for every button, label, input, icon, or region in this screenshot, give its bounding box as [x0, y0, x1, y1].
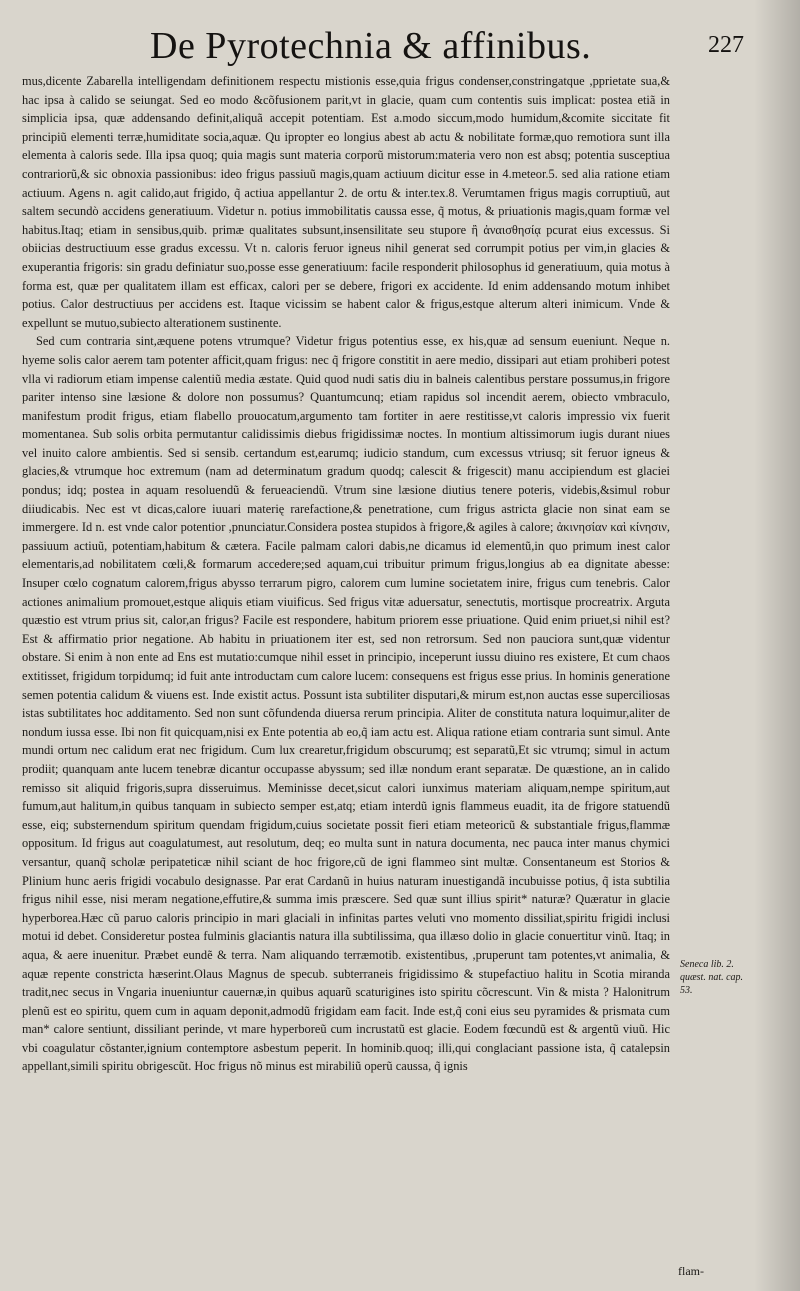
running-title: De Pyrotechnia & affinibus.	[150, 25, 592, 67]
paragraph-1: mus,dicente Zabarella intelligendam definitionem respectu mistionis esse,quia frigus condenser,constringatque ,pprietate sua,& hac ipsa à calido se seiungat. Sed eo modo &cõfusionem parit,vt in glacie, quam cum contentis suis implicat: postea etiã in simplicia ipsa, quæ addensando definit,aliquã accepit potentiam. Est a.modo siccum,modo humidum,&comite siccitate fit principiũ elementi terræ,humiditate socia,aquæ. Qu ipropter eo longius abest ab actu & nobilitate formæ,quo remotiora sunt illa elementa à caloris sede. Illa ipsa quoq; quia magis sunt materia corporũ mistorum:materia vero non est absq; potentia susceptiua contrariorũ,& sic obnoxia passionibus: ideo frigus passiuũ magis,quam actiuum dicitur esse in 4.meteor.5. sed alia ratione etiam actiuum. Agens n. agit calido,aut frigido, q̃ actiua appellantur 2. de ortu & inter.tex.8. Verumtamen frigus magis corruptiuũ, aut saltem secundò accidens generatiuum. Videtur n. potius immobilitatis caussa esse, q̃ motus, & priuationis magis,quam formæ vel habitus.Itaq; etiam in sensibus,quib. primæ qualitates subsunt,insensilitate seu stupore ἢ ἀναισθησίᾳ pcurat eius excessus. Si obiicias destructiuum esse gradus excessu. Vt n. caloris feruor igneus nihil generat sed corrumpit potius per vim,in glacies & exuperantia frigoris: sin gradu definiatur suo,posse esse generatiuum: facile responderit philosophus id generatiuum, quia motus à forma est, quæ per qualitatem illam est efficax, calori per se debere, frigori ex accidente. Id enim addensando motum inhibet potius. Calor destructiuus per accidens est. Itaque vicissim se habent calor & frigus,estque alterum alteri inimicum. Vnde & expellunt se mutuo,subiecto alterationem sustinente.	[22, 74, 670, 330]
page-header	[0, 20, 800, 70]
paragraph-2: Sed cum contraria sint,æquene potens vtrumque? Videtur frigus potentius esse, ex his,quæ ad sensum eueniunt. Neque n. hyeme solis calor aerem tam potenter afficit,quam frigus: nec q̃ frigore constitit in aere medio, dissipari aut etiam prohiberi potest vlla vi radiorum etiam impense calentiũ media æstate. Quid quod nudi satis diu in balneis calentibus perstare possumus,in frigore pariter intenso sine læsione & dolore non possumus? Quantumcunq; etiam rapidus sol incendit aerem, obiecto vmbraculo, manifestum prodit frigus, etiam flabello prouocatum,argumento tam fortiter in aere restitisse,vt caloris impressio vix fuerit momentanea. Sub solis orbita permutantur calidissimis diebus frigidissimæ noctes. In montium altissimorum iugis durant niues vel inuito calore ambientis. Sed si sensib. certandum est,earumq; iudicio standum, cum excessus vtriusq; sit feruor igneus & glacies,& vtrumque hoc extremum (nam ad determinatum gradum quodq; calescit & frigescit) manu accipiendum est glaciei pondus; idq; postea in aquam resoluendũ & ferueaciendũ. Vtrum sine læsione diutius tenere poteris, videbis,&simul robur diiudicabis. Nec est vt dicas,calore iuuari materię rarefactione,& penetratione, cum frigus astricta glacie non sinat eam se immergere. Id n. est vnde calor potentior ,pnunciatur.Considera postea stupidos à frigore,& agiles à calore; ἀκινησίαν καὶ κίνησιν, passiuum actiuũ, potentiam,habitum & cætera. Facile palmam calori dabis,ne dicamus id elementũ,in quo primum inest calor elementaris,ad nobilitatem cœli,& formarum accedere;sed aquam,cui tribuitur primum frigus,longius ab ea dignitate abesse: Insuper cœlo cognatum calorem,frigus abysso terrarum pigro, calorem cum lumine societatem inire, frigus cum tenebris. Calor actiones animalium promouet,estque aliquis etiam viuificus. Sed frigus vitæ aduersatur, senectutis, mortisque procreatrix. Arguta quæstio est vtrum prius sit, calor,an frigus? Facile est respondere, habitum priorem esse priuatione. Quid enim priuet,si nihil est? Est & affirmatio prior negatione. Ab habitu in priuationem iter est, sed non retrorsum. Sed non pauciora sunt,quæ videntur obstare. Si enim à non ente ad Ens est mutatio:cumque nihil esset in principio, inceperunt iussu diuino res existere, Et cum chaos extitisset, frigidum torpidumq; id fuit ante introductam cum calore lucem: consequens est frigus esse prius. In hominis generatione semen potentia calidum & viuens est. Inde existit actus. Possunt ista subtiliter disputari,& mirum est,non auctas esse superciliosas istas subtilitates hoc additamento. Sed non sunt cõfundenda diuersa rerum principia. Aliter de constituta natura loquimur,aliter de nondum iussa esse. Ibi non fit quicquam,nisi ex Ente potentia ab eo,q̃ iam actu est. Aliqua ratione etiam contraria sunt simul. Ante mundi ortum nec calidum erat nec frigidum. Cum lux crearetur,frigidum obscurumq; est separatũ,Et sic vtrumq; simul in actum prodiit; quanquam ante lucem tenebræ dicantur occupasse abyssum; sed illæ nondum erant separatæ. De quæstione, an in calido remisso sit aliquid frigoris,supra disseruimus. Meminisse decet,sicut calori iunximus materiam aliquam,nempe spiritum,aut fumum,aut halitum,in quibus tanquam in subiecto semper est,atq; etiam interdũ ignis flammeus euadit, ita de frigore statuendũ esse, eiq; substernendum spiritum quendam frigidum,cuius societate possit fieri etiam meteoricũ & substantiale frigus,flammæ oppositum. Id frigus aut coagulatumest, aut resolutum, deq; eo multa sunt in natura documenta, nec pauca inter manus chymici versantur, quanq̃ scholæ peripateticæ nihil sciant de hoc frigore,cũ de igni flammeo sint multæ. Consentaneum est Storios & Plinium hunc aeris frigidi vocabulo designasse. Par erat Cardanũ in huius naturam inuestigandã incubuisse potius, q̃ ista subtilia frigus nihil esse, nisi meram negatione,effutire,& summa imis præscere. Sed quæ sunt illius spirit* naturæ? Quæratur in glacie hyperborea.Hæc cũ paruo caloris principio in mari glaciali in infinitas partes veluti vno momento dissiliat,spiritu frigidi inclusi motui id debet. Consideretur postea fulminis glaciantis natura illa subtilissima, qua illæso dolio in glacie conuertitur vinũ. Itaq; in aqua, & aere inuenitur. Præbet eundẽ & terra. Nam aliquando terræmotib. existentibus, ,pruperunt tam potentes,vt animalia, & aquæ repente constricta hæserint.Olaus Magnus de specub. subterraneis frigidissimo & stupefactiuo halitu in Scotia miranda tradit,nec secus in Vngaria inueniuntur cauernæ,in quibus aquarũ scaturigines isto spiritu cõcrescunt. Vin & mista ? Halonitrum plenũ est eo spiritu, quem cum in aquam deponit,admodũ frigidam eam facit. Inde est,q̃ coni eius seu pyramides & prismata cum man* calore sentiunt, dissiliant perinde, vt mare hyperboreũ cum incrustatũ est glacie. Eodem fœcundũ est & argentũ viuũ. Hic vbi coagulatur cõstanter,ignium contemptore asbestum peperit. In hominib.quoq; illi,qui conglaciant passione ista, q̃ catalepsin appellant,simili spiritu obrigescũt. Hoc frigus nõ minus est mirabiliũ operũ caussa, q̃ ignis	[22, 334, 670, 1074]
page-number: 227	[708, 32, 744, 58]
main-text	[22, 72, 670, 1076]
page-edge-shadow	[754, 0, 800, 1291]
catchword: flam-	[678, 1264, 704, 1278]
marginal-note: Seneca lib. 2. quæst. nat. cap. 53.	[680, 959, 744, 996]
